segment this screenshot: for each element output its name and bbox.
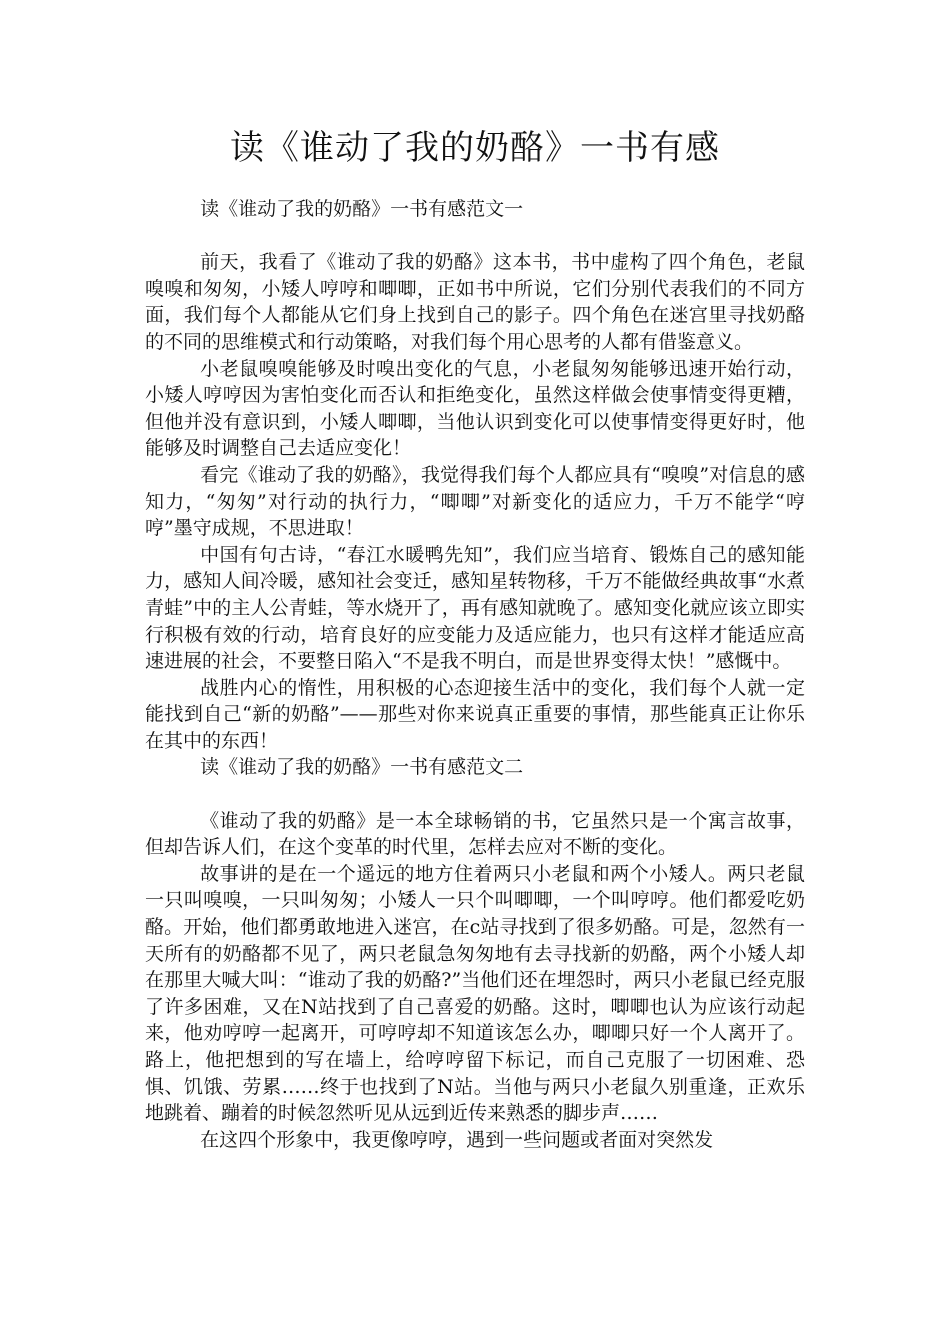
paragraph: 在这四个形象中，我更像哼哼，遇到一些问题或者面对突然发 (200, 1128, 714, 1151)
paragraph: 战胜内心的惰性，用积极的心态迎接生活中的变化，我们每个人就一定能找到自己“新的奶酪”——那些对你来说真正重要的事情，那些能真正让你乐在其中的东西！ (145, 676, 805, 752)
section-heading-1: 读《谁动了我的奶酪》一书有感范文一 (200, 198, 524, 220)
paragraph: 故事讲的是在一个遥远的地方住着两只小老鼠和两个小矮人。两只老鼠一只叫嗅嗅，一只叫匆匆；小矮人一只个叫唧唧，一个叫哼哼。他们都爱吃奶酪。开始，他们都勇敢地进入迷宫，在c站寻找到了很多奶酪。可是，忽然有一天所有的奶酪都不见了，两只老鼠急匆匆地有去寻找新的奶酪，两个小矮人却在那里大喊大叫：“谁动了我的奶酪?”当他们还在埋怨时，两只小老鼠已经克服了许多困难，又在N站找到了自己喜爱的奶酪。这时，唧唧也认为应该行动起来，他劝哼哼一起离开，可哼哼却不知道该怎么办，唧唧只好一个人离开了。路上，他把想到的写在墙上，给哼哼留下标记，而自己克服了一切困难、恐惧、饥饿、劳累……终于也找到了N站。当他与两只小老鼠久别重逢，正欢乐地跳着、蹦着的时候忽然听见从远到近传来熟悉的脚步声…… (145, 862, 805, 1125)
section-heading-2: 读《谁动了我的奶酪》一书有感范文二 (200, 756, 524, 779)
paragraph: 前天，我看了《谁动了我的奶酪》这本书，书中虚构了四个角色，老鼠嗅嗅和匆匆，小矮人哼哼和唧唧，正如书中所说，它们分别代表我们的不同方面，我们每个人都能从它们身上找到自己的影子。四个角色在迷宫里寻找奶酪的不同的思维模式和行动策略，对我们每个用心思考的人都有借鉴意义。 (145, 251, 805, 353)
document-title: 读《谁动了我的奶酪》一书有感 (230, 128, 720, 168)
paragraph: 小老鼠嗅嗅能够及时嗅出变化的气息，小老鼠匆匆能够迅速开始行动，小矮人哼哼因为害怕变化而否认和拒绝变化，虽然这样做会使事情变得更糟，但他并没有意识到，小矮人唧唧，当他认识到变化可以使事情变得更好时，他能够及时调整自己去适应变化！ (145, 357, 805, 460)
document-body (145, 196, 805, 1153)
paragraph: 中国有句古诗，“春江水暖鸭先知”，我们应当培育、锻炼自己的感知能力，感知人间冷暖，感知社会变迁，感知星转物移，千万不能做经典故事“水煮青蛙”中的主人公青蛙，等水烧开了，再有感知就晚了。感知变化就应该立即实行积极有效的行动，培育良好的应变能力及适应能力，也只有这样才能适应高速进展的社会，不要整日陷入“不是我不明白，而是世界变得太快！”感慨中。 (145, 543, 805, 673)
paragraph: 《谁动了我的奶酪》是一本全球畅销的书，它虽然只是一个寓言故事，但却告诉人们，在这个变革的时代里，怎样去应对不断的变化。 (145, 809, 805, 859)
paragraph: 看完《谁动了我的奶酪》，我觉得我们每个人都应具有“嗅嗅”对信息的感知力，“匆匆”对行动的执行力，“唧唧”对新变化的适应力，千万不能学“哼哼”墨守成规，不思进取！ (145, 463, 805, 540)
